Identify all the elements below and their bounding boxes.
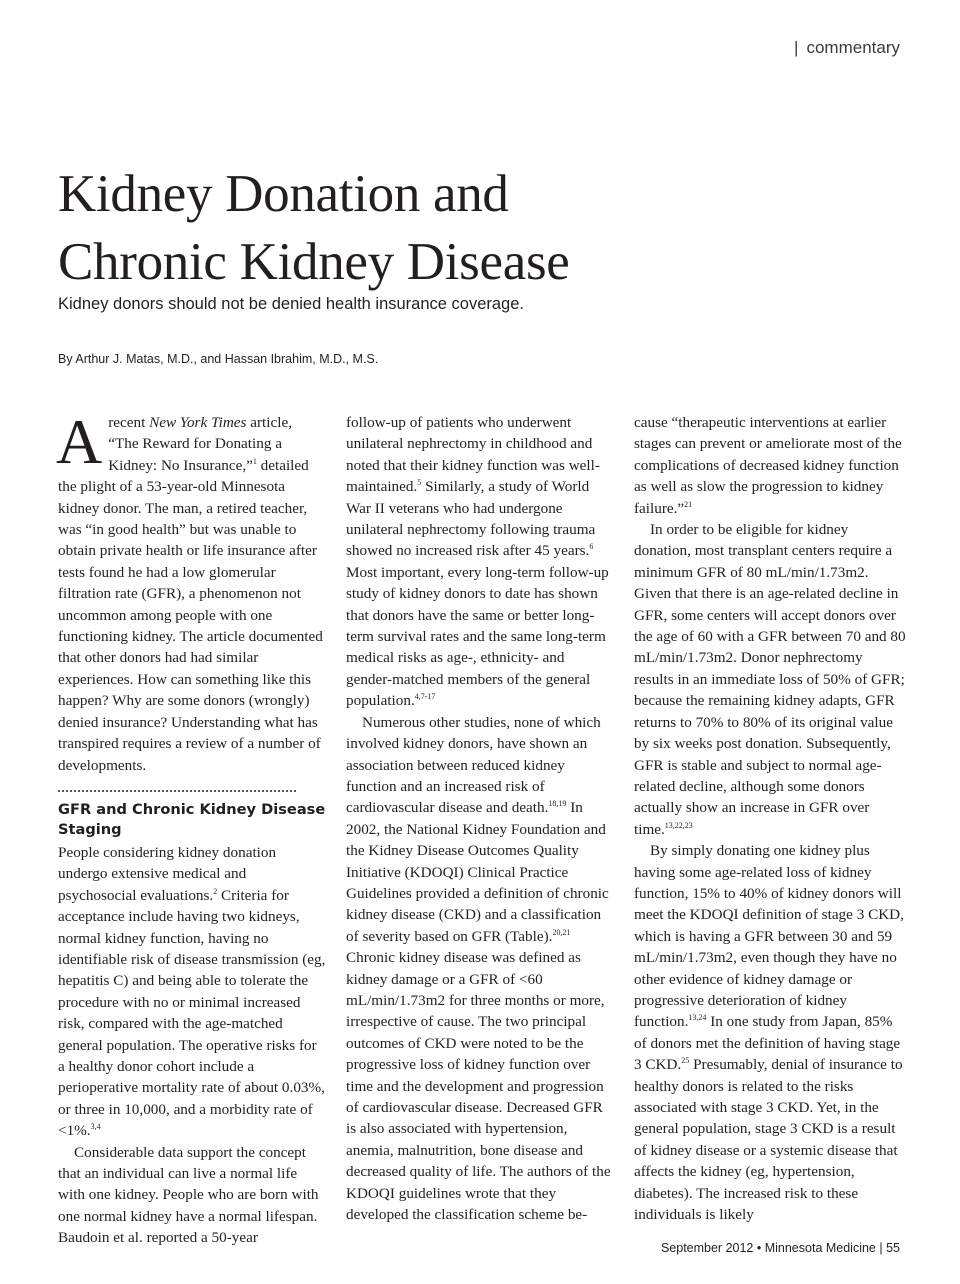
citation: 4,7-17 bbox=[414, 692, 436, 702]
citation: 3,4 bbox=[90, 1122, 101, 1132]
paragraph bbox=[634, 519, 906, 840]
text-run: Most important, every long-term follow-up study of kidney donors to date has shown that donors have the same or better long-term survival rates and the same long-term medical risks as age-, ethnicity- and gender-matched members of the general population. bbox=[346, 563, 609, 710]
text-run: By simply donating one kidney plus having some age-related loss of kidney function, 15% to 40% of kidney donors will meet the KDOQI definition of stage 3 CKD, which is having a GFR between 30 and 59 mL/min/1.73m2, even though they have no other evidence of kidney damage or progressive deterioration of kidney function. bbox=[634, 842, 904, 1031]
footer-divider: | bbox=[875, 1241, 887, 1255]
paragraph bbox=[346, 712, 614, 1226]
text-run: detailed the plight of a 53-year-old Minnesota kidney donor. The man, a retired teacher, was “in good health” but was unable to obtain private health or life insurance after tests found he had a low glomerular filtration rate (GFR), a phenomenon not uncommon among people with one functioning kidney. The article documented that other donors had had similar experiences. How can something like this happen? Why are some donors (wrongly) denied insurance? Understanding what has transpired requires a review of a number of developments. bbox=[58, 456, 323, 774]
text-run: Criteria for acceptance include having two kidneys, normal kidney function, having no identifiable risk of disease transmission (eg, hepatitis C) and being able to tolerate the procedure with no or minimal increased risk, compared with the age-matched general population. The operative risks for a healthy donor cohort include a perioperative mortality rate of about 0.03%, or three in 10,000, and a morbidity rate of <1%. bbox=[58, 886, 326, 1140]
paragraph bbox=[634, 412, 906, 519]
column-3 bbox=[634, 412, 906, 1225]
title-line-1: Kidney Donation and bbox=[58, 165, 509, 223]
text-run: In 2002, the National Kidney Foundation and the Kidney Disease Outcomes Quality Initiative (KDOQI) Clinical Practice Guidelines provided a definition of chronic kidney disease (CKD) and a classification of severity based on GFR (Table). bbox=[346, 799, 609, 945]
drop-cap: A bbox=[56, 406, 103, 477]
byline: By Arthur J. Matas, M.D., and Hassan Ibrahim, M.D., M.S. bbox=[58, 352, 379, 366]
citation: 21 bbox=[684, 499, 693, 509]
text-run: Numerous other studies, none of which involved kidney donors, have shown an association between reduced kidney function and an increased risk of cardiovascular disease and death. bbox=[346, 713, 601, 817]
citation: 25 bbox=[681, 1056, 690, 1066]
column-2 bbox=[346, 412, 614, 1225]
paragraph bbox=[56, 406, 326, 776]
text-run: In order to be eligible for kidney donation, most transplant centers require a minimum GFR of 80 mL/min/1.73m2. Given that there is an age-related decline in GFR, some centers will accept donors over the age of 60 with a GFR between 70 and 80 mL/min/1.73m2. Donor nephrectomy results in an immediate loss of 50% of GFR; because the remaining kidney adapts, GFR returns to 70% to 80% of its original value by six weeks post donation. Subsequently, GFR is stable and subject to normal age-related decline, although some donors actually show an increase in GFR over time. bbox=[634, 521, 906, 838]
section-divider: | bbox=[794, 38, 799, 57]
section-label: commentary bbox=[806, 38, 900, 57]
paragraph bbox=[58, 842, 326, 1142]
text-run: Chronic kidney disease was defined as kidney damage or a GFR of <60 mL/min/1.73m2 for three months or more, irrespective of cause. The two principal outcomes of CKD were noted to be the progressive loss of kidney function over time and the development and progression of cardiovascular disease. Decreased GFR is also associated with hypertension, anemia, malnutrition, bone disease and decreased quality of life. The authors of the KDOQI guidelines wrote that they developed the classification scheme be- bbox=[346, 949, 611, 1224]
article-subtitle: Kidney donors should not be denied health insurance coverage. bbox=[58, 295, 524, 313]
citation: 5 bbox=[417, 478, 422, 488]
section-heading: GFR and Chronic Kidney Disease Staging bbox=[58, 800, 326, 838]
citation: 20,21 bbox=[552, 927, 571, 937]
journal-name: Minnesota Medicine bbox=[764, 1241, 876, 1255]
text-run: Presumably, denial of insurance to healthy donors is related to the risks associated with stage 3 CKD. Yet, in the general population, stage 3 CKD is a result of kidney disease or a systemic disease that affects the kidney (eg, hypertension, diabetes). The increased risk to these individuals is likely bbox=[634, 1056, 903, 1224]
citation: 2 bbox=[213, 886, 218, 896]
text-run: recent bbox=[108, 414, 150, 431]
section-tag bbox=[794, 38, 900, 58]
paragraph bbox=[346, 412, 614, 712]
text-run: People considering kidney donation undergo extensive medical and psychosocial evaluations. bbox=[58, 843, 277, 904]
citation: 13,24 bbox=[688, 1013, 707, 1023]
article-title bbox=[58, 160, 758, 296]
text-run: cause “therapeutic interventions at earlier stages can prevent or ameliorate most of the complications of decreased kidney function as well as slow the progression to kidney failure.” bbox=[634, 414, 902, 517]
publication-name: New York Times bbox=[149, 414, 247, 431]
page-footer bbox=[661, 1241, 900, 1255]
citation: 13,22,23 bbox=[664, 820, 693, 830]
issue-date: September 2012 bbox=[660, 1241, 754, 1255]
citation: 18,19 bbox=[548, 799, 567, 809]
text-run: Similarly, a study of World War II veterans who had undergone unilateral nephrectomy following trauma showed no increased risk after 45 years. bbox=[346, 478, 596, 560]
text-run: In one study from Japan, 85% of donors met the definition of having stage 3 CKD. bbox=[634, 1013, 901, 1074]
page-number: 55 bbox=[886, 1241, 900, 1255]
bullet-separator: • bbox=[753, 1241, 765, 1255]
title-line-2: Chronic Kidney Disease bbox=[58, 233, 570, 291]
paragraph bbox=[634, 840, 906, 1225]
column-1 bbox=[56, 406, 326, 1249]
dotted-divider bbox=[58, 790, 296, 792]
text-run: follow-up of patients who underwent unilateral nephrectomy in childhood and noted that their kidney function was well-maintained. bbox=[346, 414, 600, 496]
citation: 6 bbox=[589, 542, 594, 552]
paragraph: Considerable data support the concept that an individual can live a normal life with one kidney. People who are born with one normal kidney have a normal lifespan. Baudoin et al. reported a 50-year bbox=[58, 1143, 319, 1247]
text-run: article, “The Reward for Donating a Kidney: No Insurance,” bbox=[108, 414, 292, 474]
citation: 1 bbox=[252, 456, 257, 466]
